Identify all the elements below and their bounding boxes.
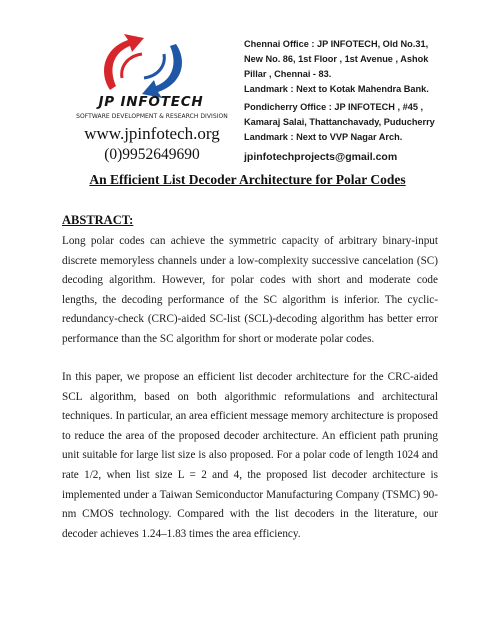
jp-infotech-logo-icon	[88, 32, 198, 100]
document-title: An Efficient List Decoder Architecture for Polar Codes	[89, 172, 406, 187]
abstract-paragraph-1: Long polar codes can achieve the symmetric capacity of arbitrary binary-input discrete memoryless channels under a low-complexity successive cancelation (SC) decoding algorithm. However, for polar codes with short and moderate code lengths, the decoding performance of the SC algorithm is inferior. The cyclic-redundancy-check (CRC)-aided SC-list (SCL)-decoding algorithm has better error performance than the SC algorithm for short or moderate polar codes.	[62, 235, 438, 345]
chennai-office-line: New No. 86, 1st Floor , 1st Avenue , Ashok	[244, 54, 429, 64]
letterhead	[62, 30, 447, 170]
pondicherry-office-line: Pondicherry Office : JP INFOTECH , #45 ,	[244, 102, 424, 112]
chennai-office-line: Chennai Office : JP INFOTECH, Old No.31,	[244, 39, 429, 49]
brand-name: JP INFOTECH	[98, 94, 204, 110]
pondicherry-office-line: Kamaraj Salai, Thattanchavady, Puducherry	[244, 117, 435, 127]
contact-email: jpinfotechprojects@gmail.com	[244, 151, 398, 163]
chennai-office-line: Landmark : Next to Kotak Mahendra Bank.	[244, 84, 429, 94]
pondicherry-office-address	[244, 100, 435, 145]
chennai-office-address	[244, 37, 429, 97]
pondicherry-office-line: Landmark : Next to VVP Nagar Arch.	[244, 132, 403, 142]
abstract-paragraph-2: In this paper, we propose an efficient list decoder architecture for the CRC-aided SCL algorithm, based on both algorithmic reformulations and architectural techniques. In particular, an area efficient message memory architecture is proposed to reduce the area of the proposed decoder architecture. An efficient path pruning unit suitable for large list size is also proposed. For a polar code of length 1024 and rate 1/2, when list size L = 2 and 4, the proposed list decoder architecture is implemented under a Taiwan Semiconductor Manufacturing Company (TSMC) 90-nm CMOS technology. Compared with the list decoders in the literature, our decoder achieves 1.24–1.83 times the area efficiency.	[62, 371, 438, 540]
website-text: www.jpinfotech.org	[84, 124, 220, 143]
phone-text: (0)9952649690	[104, 146, 200, 163]
abstract-heading: ABSTRACT:	[62, 213, 134, 227]
chennai-office-line: Pillar , Chennai - 83.	[244, 69, 332, 79]
brand-tagline: SOFTWARE DEVELOPMENT & RESEARCH DIVISION	[76, 113, 228, 120]
